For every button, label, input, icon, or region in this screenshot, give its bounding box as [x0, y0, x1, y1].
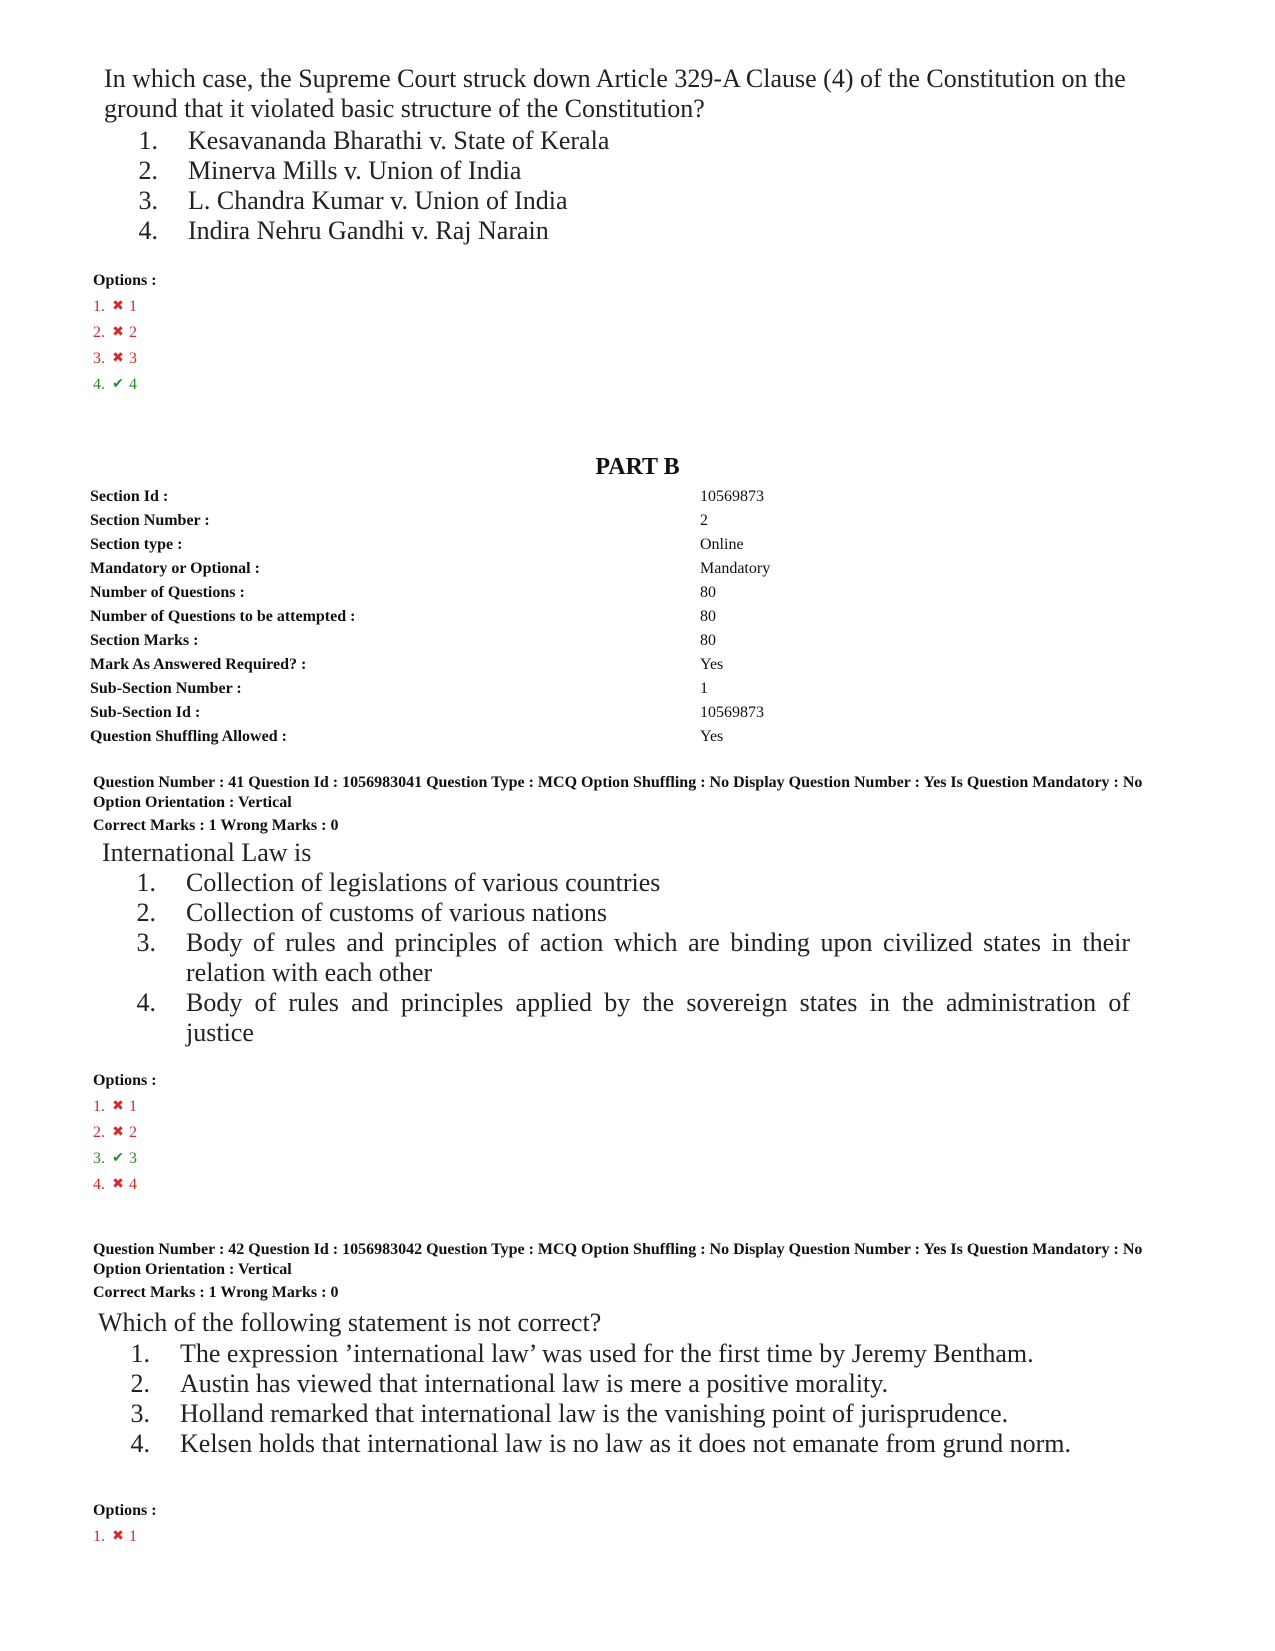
question-42-choices: [102, 1339, 1132, 1459]
question-40-stem: In which case, the Supreme Court struck down Article 329-A Clause (4) of the Constitution on the ground that it violated basic structure of the Constitution?: [104, 64, 1126, 123]
question-42-options: [93, 1498, 157, 1550]
section-row: Section Id : 10569873: [90, 488, 764, 505]
question-41-options: [93, 1068, 157, 1198]
section-row: Mark As Answered Required? : Yes: [90, 656, 724, 673]
cross-icon: ✖: [112, 1125, 124, 1140]
choice-item: 3. L. Chandra Kumar v. Union of India: [138, 186, 568, 215]
section-info-table: [90, 485, 770, 749]
choice-item: 2. Collection of customs of various nations: [136, 898, 608, 927]
option-item: 3. ✔ 3: [93, 1146, 157, 1172]
choice-item: 4. Kelsen holds that international law is no law as it does not emanate from grund norm.: [130, 1429, 1072, 1458]
section-row: Section type : Online: [90, 536, 744, 553]
option-item: 4. ✔ 4: [93, 372, 157, 398]
section-row: Section Number : 2: [90, 512, 708, 529]
question-42-stem: Which of the following statement is not correct?: [98, 1308, 602, 1337]
choice-item: 1. Kesavananda Bharathi v. State of Kerala: [138, 126, 610, 155]
question-42-marks: Correct Marks : 1 Wrong Marks : 0: [93, 1284, 339, 1301]
cross-icon: ✖: [112, 1177, 124, 1192]
choice-item: 1. Collection of legislations of various countries: [136, 868, 661, 897]
option-item: 1. ✖ 1: [93, 294, 157, 320]
check-icon: ✔: [112, 1151, 124, 1166]
section-row: Section Marks : 80: [90, 632, 716, 649]
options-label: Options :: [93, 1072, 157, 1089]
question-41-choices: [108, 868, 1130, 1048]
cross-icon: ✖: [112, 325, 124, 340]
choice-item: 2. Austin has viewed that international law is mere a positive morality.: [130, 1369, 889, 1398]
cross-icon: ✖: [112, 1529, 124, 1544]
check-icon: ✔: [112, 377, 124, 392]
option-item: 1. ✖ 1: [93, 1524, 157, 1550]
section-row: Question Shuffling Allowed : Yes: [90, 728, 724, 745]
choice-item: 4. Body of rules and principles applied by the sovereign states in the administration of justice: [136, 988, 1130, 1047]
choice-item: 1. The expression ’international law’ was used for the first time by Jeremy Bentham.: [130, 1339, 1034, 1368]
choice-item: 4. Indira Nehru Gandhi v. Raj Narain: [138, 216, 549, 245]
section-row: Number of Questions to be attempted : 80: [90, 608, 716, 625]
section-row: Mandatory or Optional : Mandatory: [90, 560, 771, 577]
question-42-meta: Question Number : 42 Question Id : 1056983042 Question Type : MCQ Option Shuffling : No Display Question Number : Yes Is Question Mandatory : No Option Orientation : Vertical Correct Marks : 1 Wrong Marks : 0: [93, 1240, 1183, 1303]
question-41-meta: Question Number : 41 Question Id : 1056983041 Question Type : MCQ Option Shuffling : No Display Question Number : Yes Is Question Mandatory : No Option Orientation : Vertical Correct Marks : 1 Wrong Marks : 0: [93, 773, 1183, 836]
option-item: 2. ✖ 2: [93, 320, 157, 346]
choice-item: 3. Holland remarked that international law is the vanishing point of jurisprudence.: [130, 1399, 1009, 1428]
cross-icon: ✖: [112, 1099, 124, 1114]
choice-item: 2. Minerva Mills v. Union of India: [138, 156, 522, 185]
question-40-options: [93, 268, 157, 398]
options-label: Options :: [93, 1502, 157, 1519]
section-row: Number of Questions : 80: [90, 584, 716, 601]
choice-item: 3. Body of rules and principles of action which are binding upon civilized states in their relation with each other: [136, 928, 1130, 987]
question-41-marks: Correct Marks : 1 Wrong Marks : 0: [93, 817, 339, 834]
question-41-stem: International Law is: [102, 838, 312, 867]
option-item: 2. ✖ 2: [93, 1120, 157, 1146]
option-item: 4. ✖ 4: [93, 1172, 157, 1198]
option-item: 3. ✖ 3: [93, 346, 157, 372]
option-item: 1. ✖ 1: [93, 1094, 157, 1120]
question-40-choices: [110, 126, 1130, 246]
part-title: PART B: [595, 454, 680, 480]
options-label: Options :: [93, 272, 157, 289]
section-row: Sub-Section Number : 1: [90, 680, 708, 697]
cross-icon: ✖: [112, 299, 124, 314]
section-row: Sub-Section Id : 10569873: [90, 704, 764, 721]
cross-icon: ✖: [112, 351, 124, 366]
